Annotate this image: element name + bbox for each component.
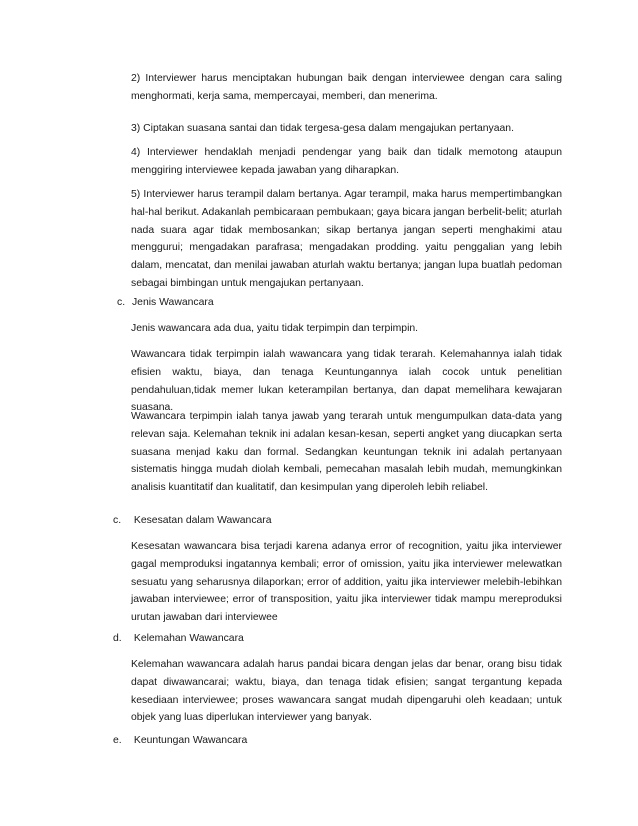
section-title: Kelemahan Wawancara <box>133 633 244 644</box>
section-marker: d. <box>113 633 122 644</box>
section-heading-keuntungan <box>113 732 247 750</box>
section-heading-kelemahan <box>113 630 244 648</box>
kesesatan-paragraph: Kesesatan wawancara bisa terjadi karena adanya error of recognition, yaitu jika interviewer gagal memproduksi ingatannya kembali; error of omission, yaitu jika interviewer melewatkan sesuatu yang seharusnya dilaporkan; error of addition, yaitu jika interviewer melebih-lebihkan jawaban interviewee; error of transposition, yaitu jika interviewer tidak mampu mereproduksi urutan jawaban dari interviewee <box>131 541 562 624</box>
section-marker: e. <box>113 735 122 746</box>
point-4: 4) Interviewer hendaklah menjadi pendengar yang baik dan tidalk memotong ataupun menggiring interviewee kepada jawaban yang diharapkan. <box>131 147 562 176</box>
section-heading-kesesatan <box>113 512 272 530</box>
jenis-paragraph-1: Jenis wawancara ada dua, yaitu tidak terpimpin dan terpimpin. <box>131 323 419 334</box>
section-title: Jenis Wawancara <box>131 297 214 308</box>
section-title: Kesesatan dalam Wawancara <box>133 515 272 526</box>
point-3: 3) Ciptakan suasana santai dan tidak tergesa-gesa dalam mengajukan pertanyaan. <box>131 123 514 134</box>
point-5: 5) Interviewer harus terampil dalam bertanya. Agar terampil, maka harus mempertimbangkan hal-hal berikut. Adakanlah pembicaraan pembukaan; gaya bicara jangan berbelit-belit; aturlah nada suara agar tidak membosankan; sikap bertanya jangan seperti menghakimi atau menggurui; mengadakan parafrasa; mengadakan prodding. yaitu penggalian yang lebih dalam, mencatat, dan menilai jawaban aturlah waktu bertanya; jangan lupa buatlah pedoman sebagai bimbingan untuk mengajukan pertanyaan. <box>131 189 562 289</box>
kelemahan-paragraph: Kelemahan wawancara adalah harus pandai bicara dengan jelas dar benar, orang bisu tidak dapat diwawancarai; waktu, biaya, dan tenaga tidak efisien; sangat tergantung kepada kesediaan interviewee; proses wawancara sangat mudah dipengaruhi oleh keadaan; untuk objek yang luas diperlukan interviewer yang banyak. <box>131 659 562 724</box>
section-heading-jenis-wawancara <box>117 294 214 312</box>
section-marker: c. <box>113 515 122 526</box>
jenis-paragraph-2: Wawancara tidak terpimpin ialah wawancara yang tidak terarah. Kelemahannya ialah tidak efisien waktu, biaya, dan tenaga Keuntungannya ialah cocok untuk penelitian pendahuluan,tidak memer lukan keterampilan bertanya, dan dapat memelihara kewajaran suasana. <box>131 349 562 414</box>
section-marker: c. <box>117 297 126 308</box>
jenis-paragraph-3: Wawancara terpimpin ialah tanya jawab yang terarah untuk mengumpulkan data-data yang relevan saja. Kelemahan teknik ini adalan kesan-kesan, seperti angket yang diucapkan serta suasana menjad kaku dan formal. Sedangkan keuntungan teknik ini adalah pertanyaan sistematis hingga mudah diolah kembali, pemecahan masalah lebih mudah, memungkinkan analisis kuantitatif dan kualitatif, dan kesimpulan yang diperoleh lebih reliabel. <box>131 411 562 494</box>
point-2: 2) Interviewer harus menciptakan hubungan baik dengan interviewee dengan cara saling menghormati, kerja sama, mempercayai, memberi, dan menerima. <box>131 73 562 102</box>
section-title: Keuntungan Wawancara <box>133 735 248 746</box>
